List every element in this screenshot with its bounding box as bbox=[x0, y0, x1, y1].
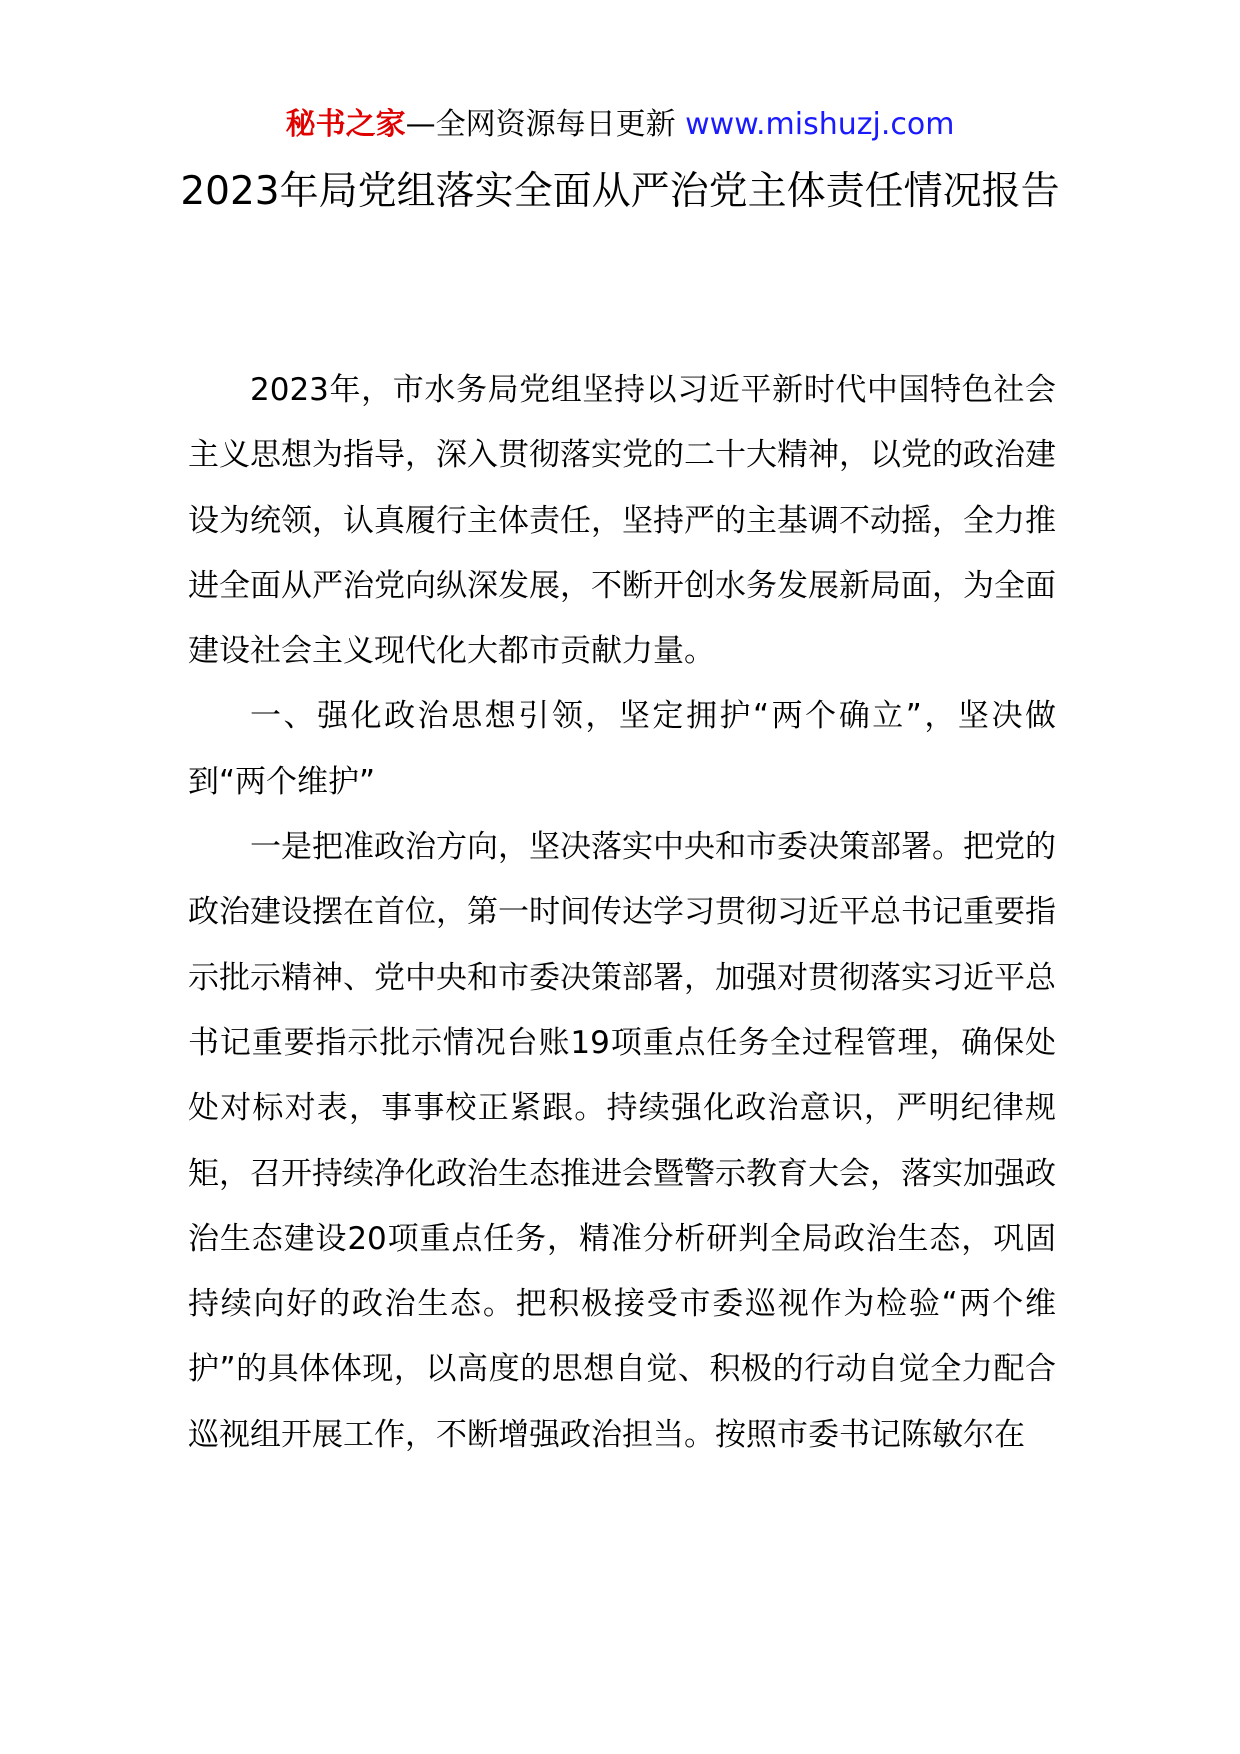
site-url-link[interactable]: www.mishuzj.com bbox=[685, 107, 955, 142]
site-slogan: —全网资源每日更新 bbox=[405, 107, 686, 142]
section-heading-1: 一、强化政治思想引领，坚定拥护“两个确立”，坚决做到“两个维护” bbox=[188, 698, 1056, 800]
document-body bbox=[188, 358, 1056, 1468]
paragraph-intro: 2023年，市水务局党组坚持以习近平新时代中国特色社会主义思想为指导，深入贯彻落实党的二十大精神，以党的政治建设为统领，认真履行主体责任，坚持严的主基调不动摇，全力推进全面从严治党向纵深发展，不断开创水务发展新局面，为全面建设社会主义现代化大都市贡献力量。 bbox=[188, 372, 1056, 670]
paragraph-section-1: 一是把准政治方向，坚决落实中央和市委决策部署。把党的政治建设摆在首位，第一时间传达学习贯彻习近平总书记重要指示批示精神、党中央和市委决策部署，加强对贯彻落实习近平总书记重要指示批示情况台账19项重点任务全过程管理，确保处处对标对表，事事校正紧跟。持续强化政治意识，严明纪律规矩，召开持续净化政治生态推进会暨警示教育大会，落实加强政治生态建设20项重点任务，精准分析研判全局政治生态，巩固持续向好的政治生态。把积极接受市委巡视作为检验“两个维护”的具体体现，以高度的思想自觉、积极的行动自觉全力配合巡视组开展工作，不断增强政治担当。按照市委书记陈敏尔在 bbox=[188, 829, 1056, 1453]
document-title: 2023年局党组落实全面从严治党主体责任情况报告 bbox=[180, 169, 1060, 214]
site-header bbox=[0, 100, 1240, 150]
brand-name: 秘书之家 bbox=[285, 107, 406, 142]
